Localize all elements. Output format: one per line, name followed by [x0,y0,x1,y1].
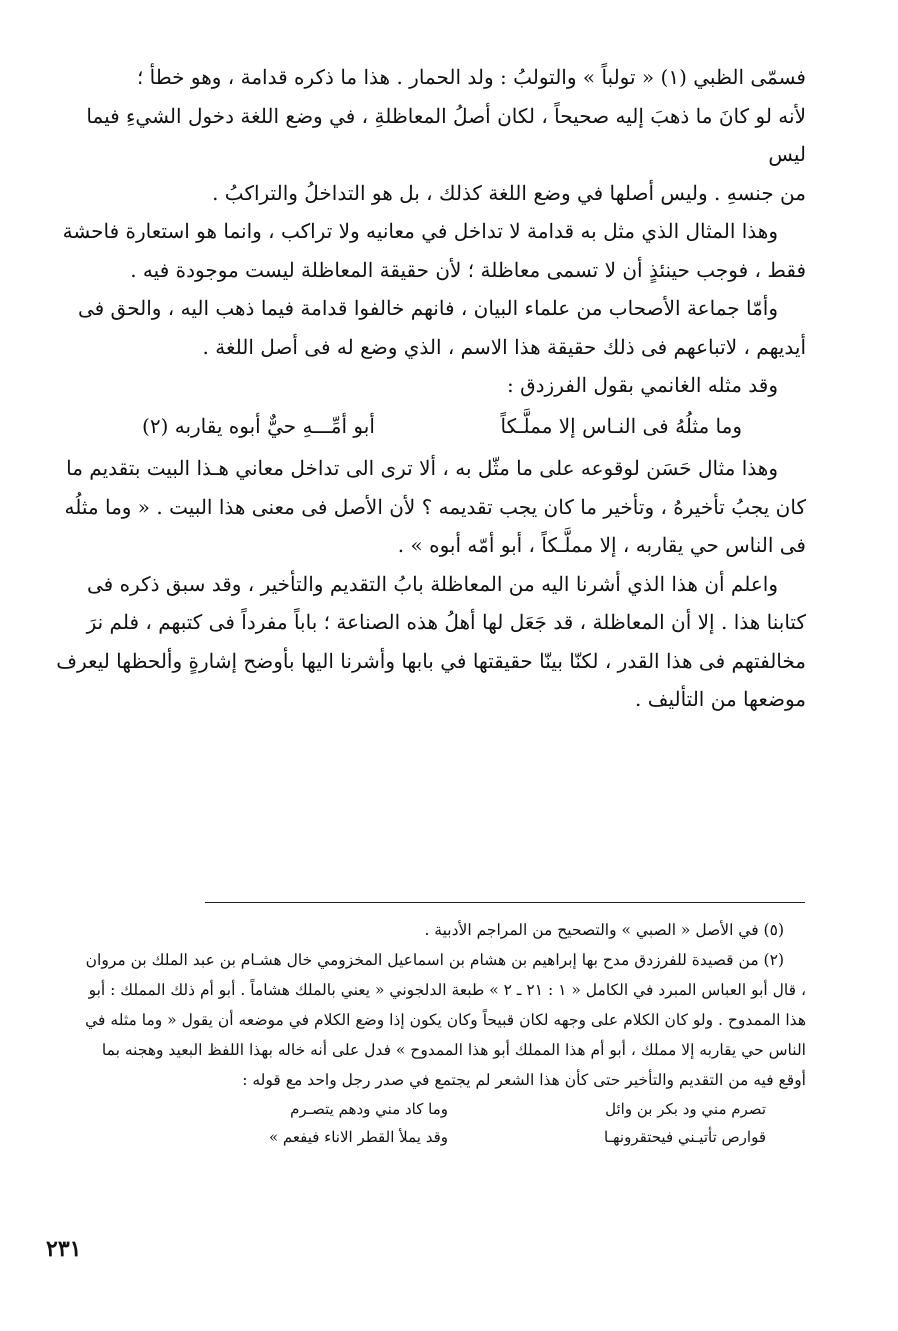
main-text [46,58,806,719]
text-line: لأنه لو كانَ ما ذهبَ إليه صحيحاً ، لكان أصلُ المعاظلةِ ، في وضع اللغة دخول الشيءِ فيما ليس [86,103,806,166]
footnote: (٢) من قصيدة للفرزدق مدح بها إبراهيم بن هشام بن اسماعيل المخزومي خال هشـام بن عبد الملك بن مروان ، قال أبو العباس المبرد في الكامل « ١ : ٢١ ـ ٢ » طبعة الدلجوني « يعني بالملك هشاماً . أبو أم ذلك المملك : أبو هذا الممدوح . ولو كان الكلام على وجهه لكان قبيحاً وكان يكون إذا وضع الكلام في موضعه أن يقول « وما مثله في الناس حي يقاربه إلا مملك ، أبو أم هذا المملك أبو هذا الممدوح » فدل على أنه خاله بهذا اللفظ البعيد وهجنه بما أوقع فيه من التقديم والتأخير حتى كأن هذا الشعر لم يجتمع في صدر رجل واحد مع قوله : [85,951,806,1089]
verse-hemistich: وما كاد مني ودهم يتصـرم [290,1100,448,1118]
verse-hemistich: تصرم مني ود بكر بن وائل [605,1100,766,1118]
paragraph: وأمّا جماعة الأصحاب من علماء البيان ، فانهم خالفوا قدامة فيما ذهب اليه ، والحق فى أيديهم ، لاتباعهم فى ذلك حقيقة هذا الاسم ، الذي وضع له فى أصل اللغة . [77,296,806,359]
verse-hemistich: قوارص تأتيـني فيحتقرونهـا [604,1128,766,1146]
verse-hemistich: وقد يملأ القطر الاناء فيفعم » [268,1128,448,1146]
paragraph: واعلم أن هذا الذي أشرنا اليه من المعاظلة بابُ التقديم والتأخير ، وقد سبق ذكره فى كتابنا هذا . إلا أن المعاظلة ، قد جَعَل لها أهلُ هذه الصناعة ؛ باباً مفرداً فى كتبهم ، فلم نرَ مخالفتهم فى هذا القدر ، لكنّا بينّا حقيقتها في بابها وأشرنا اليها بأوضح إشارةٍ وألحظها ليعرف موضعها من التأليف . [56,571,806,711]
footnote-separator [205,902,805,903]
text-line: من جنسهِ . وليس أصلها في وضع اللغة كذلك ، بل هو التداخلُ والتراكبُ . [212,180,806,205]
text-line: فسمّى الظبي (١) « تولباً » والتولبُ : ولد الحمار . هذا ما ذكره قدامة ، وهو خطأ ؛ [136,65,806,89]
page-number: ٢٣١ [46,1236,82,1262]
verse-first-hemistich: وما مثلُهُ فى النـاس إلا مملَّـكاً [500,413,742,438]
footnote: (٥) في الأصل « الصبي » والتصحيح من المراجم الأدبية . [424,921,784,939]
verse-second-hemistich: أبو أمِّـــهِ حيٌّ أبوه يقاربه (٢) [142,413,375,438]
footnote-verses [80,1095,806,1151]
paragraph: وهذا مثال حَسَن لوقوعه على ما مثّل به ، ألا ترى الى تداخل معاني هـذا البيت بتقديم ما كان يجبُ تأخيرهُ ، وتأخير ما كان يجب تقديمه ؟ لأن الأصل فى معنى هذا البيت . « وما مثلُه فى الناس حي يقاربه ، إلا مملَّـكاً ، أبو أمّه أبوه » . [64,456,806,557]
paragraph: وهذا المثال الذي مثل به قدامة لا تداخل في معانيه ولا تراكب ، وانما هو استعارة فاحشة فقط ، فوجب حينئذٍ أن لا تسمى معاظلة ؛ لأن حقيقة المعاظلة ليست موجودة فيه . [62,219,806,282]
poem-verse [46,407,806,446]
paragraph: وقد مثله الغانمي بقول الفرزدق : [507,373,778,397]
footnotes [80,915,806,1151]
